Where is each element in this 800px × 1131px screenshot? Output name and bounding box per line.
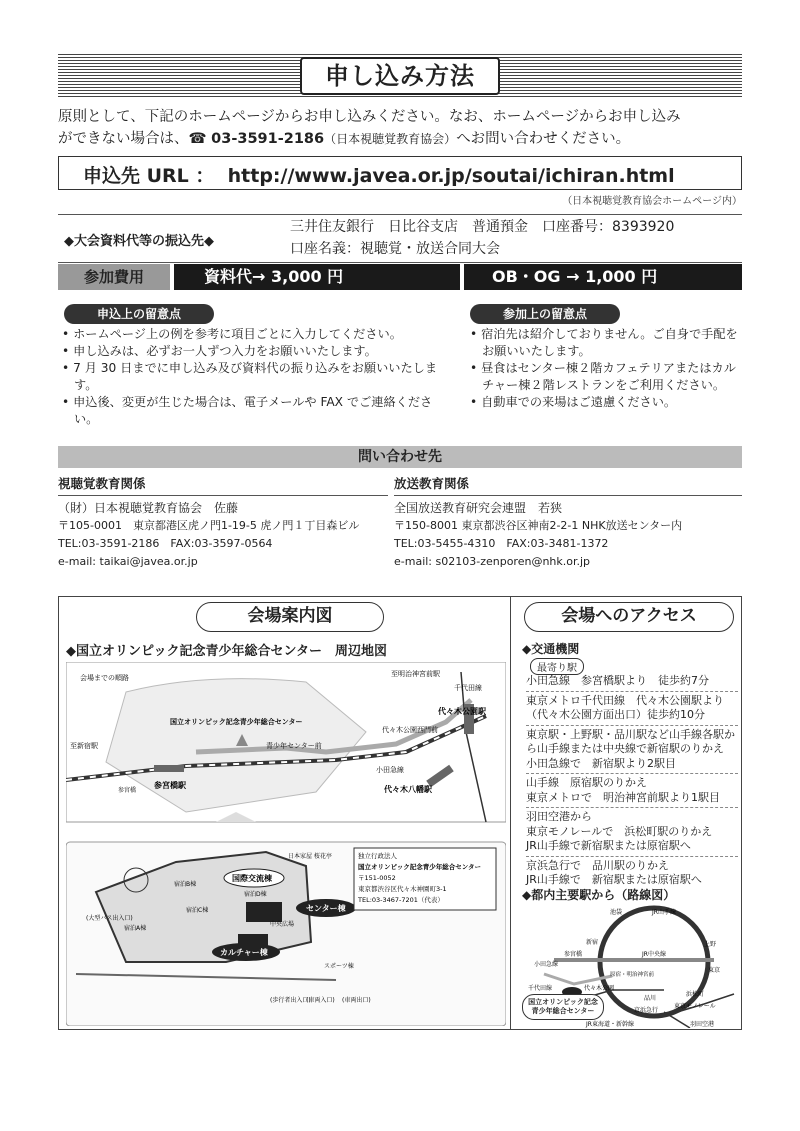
access-line: 京浜急行で 品川駅のりかえ: [526, 858, 669, 872]
list-item: • 自動車での来場はご遠慮ください。: [470, 394, 742, 411]
access-line: 羽田空港から: [526, 810, 592, 823]
contact-heading: 放送教育関係: [394, 476, 470, 491]
url-note: （日本視聴覚教育協会ホームページ内）: [562, 196, 742, 207]
phone-icon: ☎: [188, 131, 207, 147]
list-item: • 申し込みは、必ずお一人ずつ入力をお願いいたします。: [62, 343, 442, 360]
map-label: (歩行者出入口): [270, 997, 311, 1004]
fee-item-1: 資料代→ 3,000 円: [174, 264, 460, 290]
list-item: • 7 月 30 日までに申し込み及び資料代の振り込みをお願いいたします。: [62, 360, 442, 394]
contact-address: 〒105-0001 東京都港区虎ノ門1-19-5 虎ノ門１丁目森ビル: [58, 519, 360, 532]
bank-details: [290, 216, 674, 260]
map-label: 代々木公園西門前: [382, 726, 438, 734]
route-label: 品川: [644, 995, 657, 1002]
route-heading: ◆都内主要駅から（路線図）: [522, 888, 676, 902]
intro-text: [58, 106, 748, 150]
map-label: 至新宿駅: [70, 742, 98, 750]
intro-post: へお問い合わせください。: [456, 131, 631, 147]
access-title: 会場へのアクセス: [524, 602, 734, 632]
keikyu-route: [664, 1012, 690, 1028]
venue-info: 東京都渋谷区代々木神園町3-1: [358, 885, 447, 893]
map-label: 宿泊B棟: [174, 881, 197, 888]
contact-tel: TEL:03-5455-4310 FAX:03-3481-1372: [394, 537, 609, 550]
intro-line-1: 原則として、下記のホームページからお申し込みください。なお、ホームページからお申し込み: [58, 109, 681, 125]
map-label: 至明治神宮前駅: [391, 670, 440, 678]
route-label: 原宿・明治神宮前: [610, 972, 655, 978]
access-line: 東京メトロで 明治神宮前駅より1駅目: [526, 790, 720, 804]
access-line: JR山手線で 新宿駅または原宿駅へ: [526, 873, 702, 886]
list-item: • 申込後、変更が生じた場合は、電子メールや FAX でご連絡ください。: [62, 394, 442, 428]
route-label: 上野: [704, 941, 717, 948]
transport-heading: ◆交通機関: [522, 642, 580, 656]
url-label: 申込先 URL ：: [83, 165, 215, 187]
map-label: (車両出口): [342, 997, 371, 1004]
map-label: 参宮橋駅: [154, 781, 186, 790]
map-label: 会場までの順路: [80, 674, 129, 682]
list-item: • 昼食はセンター棟２階カフェテリアまたはカルチャー棟２階レストランをご利用ください。: [470, 360, 742, 394]
sangubashi-station: [154, 765, 184, 772]
venue-subtitle: ◆国立オリンピック記念青少年総合センター 周辺地図: [66, 644, 387, 659]
intro-org: （日本視聴覚教育協会）: [324, 132, 457, 146]
map-label: センター棟: [306, 904, 346, 913]
map-label: 参宮橋: [118, 787, 137, 794]
access-line: （代々木公園方面出口）徒歩約10分: [526, 708, 705, 721]
url-link[interactable]: http://www.javea.or.jp/soutai/ichiran.html: [227, 165, 675, 187]
access-line: 山手線 原宿駅のりかえ: [526, 776, 647, 789]
contact-email[interactable]: e-mail: s02103-zenporen@nhk.or.jp: [394, 555, 591, 568]
map-label: (大型バス出入口): [86, 915, 133, 922]
notes-apply-list: [62, 326, 442, 428]
map-label: 中央広場: [270, 921, 295, 928]
list-item: • ホームページ上の例を参考に項目ごとに入力してください。: [62, 326, 442, 343]
route-label: JR中央線: [642, 951, 666, 958]
route-label: 代々木公園: [584, 985, 615, 992]
access-line: 小田急線 参宮橋駅より 徒歩約7分: [526, 674, 709, 687]
notes-apply-title: 申込上の留意点: [64, 304, 214, 324]
access-line: JR山手線で新宿駅または原宿駅へ: [526, 839, 691, 852]
area-map: [66, 662, 506, 1026]
access-line: 小田急線で 新宿駅より2駅目: [526, 756, 676, 770]
map-label: 国際交流棟: [232, 874, 272, 883]
contact-tel: TEL:03-3591-2186 FAX:03-3597-0564: [58, 537, 273, 550]
map-label: 代々木八幡駅: [384, 785, 432, 794]
route-label: JR山手線: [652, 909, 676, 916]
map-label: 小田急線: [376, 766, 404, 774]
contact-address: 〒150-8001 東京都渋谷区神南2-2-1 NHK放送センター内: [394, 519, 683, 532]
map-label: 宿泊D棟: [244, 891, 267, 898]
map-label: 宿泊C棟: [186, 907, 209, 914]
map-label: (車両入口): [306, 997, 335, 1004]
fee-label: 参加費用: [58, 264, 170, 290]
map-label: スポーツ棟: [324, 963, 354, 970]
route-label: 浜松町: [686, 991, 705, 998]
map-label: カルチャー棟: [220, 948, 268, 957]
page-title: 申し込み方法: [300, 57, 500, 95]
map-label: 宿泊A棟: [124, 925, 147, 932]
venue-title: 会場案内図: [196, 602, 384, 632]
route-label: JR東海道・新幹線: [586, 1021, 634, 1028]
contact-left: [58, 474, 388, 571]
contact-org: （財）日本視聴覚教育協会 佐藤: [58, 501, 239, 515]
route-label: 千代田線: [528, 985, 553, 992]
divider: [510, 596, 511, 1030]
map-label: 代々木公園駅: [438, 707, 486, 716]
contact-right: [394, 474, 742, 571]
route-label: 京浜急行: [634, 1007, 659, 1014]
route-center-label: 国立オリンピック記念青少年総合センター: [522, 994, 604, 1020]
venue-info: TEL:03-3467-7201（代表）: [358, 896, 444, 904]
phone-number: 03-3591-2186: [211, 131, 325, 147]
list-item: • 宿泊先は紹介しておりません。ご自身で手配をお願いいたします。: [470, 326, 742, 360]
contact-email[interactable]: e-mail: taikai@javea.or.jp: [58, 555, 198, 568]
access-lines: [526, 674, 738, 888]
route-label: 小田急線: [534, 961, 559, 968]
bank-line-2: 口座名義：視聴覚・放送合同大会: [290, 241, 500, 257]
intro-pre: ができない場合は、: [58, 131, 189, 147]
contact-heading: 視聴覚教育関係: [58, 476, 146, 491]
divider: [58, 262, 742, 263]
bank-label: ◆大会資料代等の振込先◆: [64, 234, 214, 249]
route-label: 東京モノレール: [674, 1003, 716, 1010]
route-label: 参宮橋: [564, 951, 583, 958]
map-label: 千代田線: [454, 684, 482, 692]
venue-info: 独立行政法人: [358, 852, 397, 860]
route-label: 東京: [708, 967, 721, 974]
map-label: 国立オリンピック記念青少年総合センター: [170, 718, 303, 726]
access-line: 東京モノレールで 浜松町駅のりかえ: [526, 824, 713, 838]
access-line: 東京メトロ千代田線 代々木公園駅より: [526, 693, 724, 707]
fee-item-2: OB・OG → 1,000 円: [464, 264, 742, 290]
divider: [58, 214, 742, 215]
contact-title: 問い合わせ先: [58, 446, 742, 468]
access-line: 東京駅・上野駅・品川駅など山手線各駅から山手線または中央線で新宿駅のりかえ: [526, 727, 735, 755]
bank-line-1: 三井住友銀行 日比谷支店 普通預金 口座番号：8393920: [290, 219, 675, 235]
intro-line-2: [58, 128, 748, 150]
notes-join-list: [470, 326, 742, 411]
nearest-station-tag: 最寄り駅: [530, 658, 584, 675]
route-label: 新宿: [586, 939, 599, 946]
venue-info: 〒151-0052: [358, 874, 396, 882]
route-label: 池袋: [610, 909, 623, 916]
contact-org: 全国放送教育研究会連盟 若狭: [394, 501, 563, 515]
map-label: 青少年センター前: [266, 742, 322, 750]
url-box: [58, 156, 742, 190]
map-label: 日本家屋 桜花亭: [288, 853, 332, 860]
notes-join-title: 参加上の留意点: [470, 304, 620, 324]
venue-info: 国立オリンピック記念青少年総合センター: [358, 863, 481, 871]
route-label: 羽田空港: [690, 1021, 715, 1028]
